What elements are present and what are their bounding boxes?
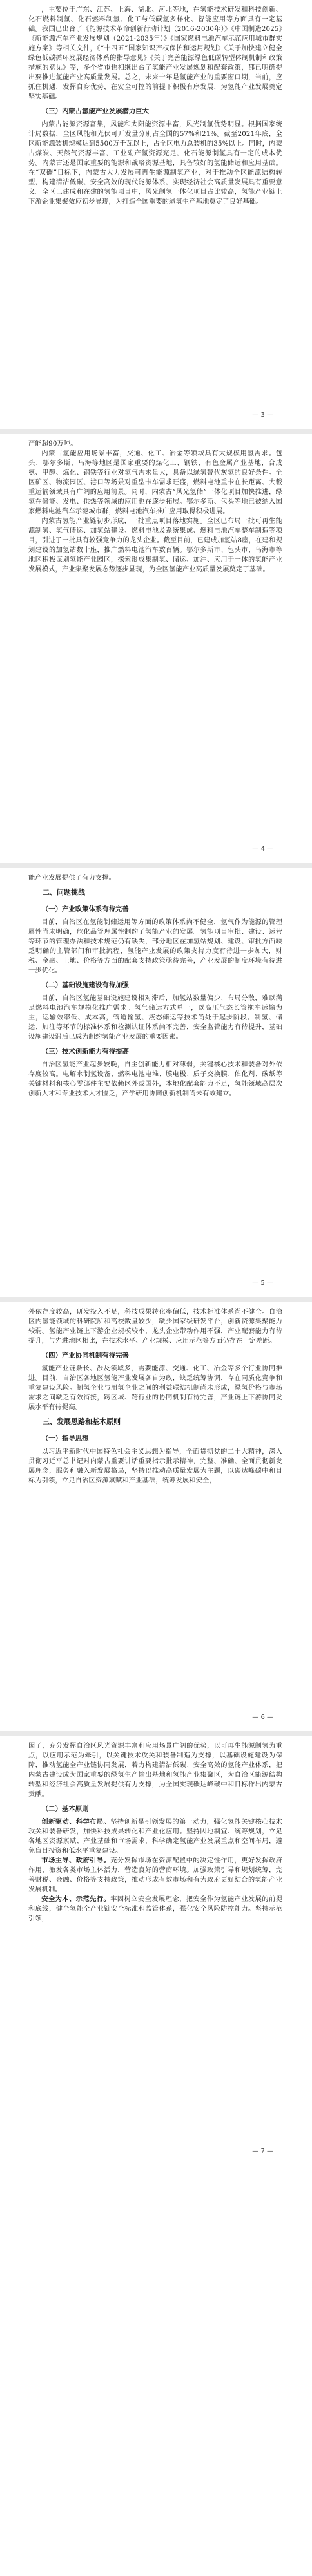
paragraph-text: 牢固树立安全发展理念，把安全作为氢能产业发展的前提和底线，健全氢能全产业链安全标准和监管体系，强化安全风险防控能力。坚持示范引领， (28, 1896, 283, 1922)
page-content (28, 873, 282, 1099)
document-page (0, 1302, 312, 1731)
paragraph: 外依存度较高，研发投入不足，科技成果转化率偏低，技术标准体系尚不健全。自治区内氢能领域的科研院所和高校数量较少，缺少国家级研发平台，创新资源集聚能力较弱。氢能产业链上下游企业规模较小，龙头企业带动作用不强，产业配套能力有待提升，与先进地区相比，在技术水平、产业规模、应用示范等方面仍存在一定差距。 (28, 1309, 282, 1345)
document-page (0, 434, 312, 863)
paragraph-text: 充分发挥市场在资源配置中的决定性作用，更好发挥政府作用，激发各类市场主体活力，营造良好的营商环境。加强政策引导和规划统筹，完善财税、金融、价格等支持政策，推动形成有效市场和有为政府更好结合的氢能产业发展机制。 (28, 1857, 283, 1893)
subsection-heading: （一）产业政策体系有待完善 (41, 905, 129, 913)
section-heading: 三、发展思路和基本原则 (43, 1417, 121, 1426)
subsection-heading: （三）内蒙古氢能产业发展潜力巨大 (41, 108, 150, 115)
document-page (0, 1736, 312, 2165)
page-number: — 6 — (252, 1714, 273, 1721)
subsection-heading: （二）基础设施建设有待加强 (41, 981, 129, 989)
paragraph: 内蒙古氢能产业链初步形成，一批重点项目落地实施。全区已布局一批可再生能源制氢、氢气储运、加氢站建设、燃料电池及系统集成、燃料电池汽车整车制造等项目，引进了一批具有较强竞争力的龙头企业。截至目前，已建成加氢站8座，在建和规划建设的加氢站数十座，推广燃料电池汽车数百辆。鄂尔多斯市、包头市、乌海市等地区积极谋划氢能产业园区，探索形成集制氢、储运、加注、应用于一体的氢能产业发展模式，产业集聚发展态势逐步显现，为全区氢能产业高质量发展奠定了基础。 (28, 518, 282, 573)
subsection-heading: （三）技术创新能力有待提高 (41, 1048, 129, 1056)
page-content (28, 1307, 282, 1486)
paragraph: 目前，自治区氢能基础设施建设相对滞后，加氢站数量偏少、布局分散，难以满足燃料电池汽车规模化推广需求。氢气储运方式单一，以高压气态长管拖车运输为主，运输效率低、成本高，管道输氢、液态储运等技术尚处于起步阶段。制氢、储运、加注等环节的标准体系和检测认证体系尚不完善，安全监管能力有待提升，基础设施建设滞后已成为制约氢能产业发展的重要因素。 (28, 995, 282, 1041)
paragraph: 氢能产业链条长、涉及领域多，需要能源、交通、化工、冶金等多个行业协同推进。目前，自治区各地区氢能产业发展各自为政，缺乏统筹协调，存在同质化竞争和重复建设风险。制氢企业与用氢企业之间的利益联结机制尚未形成，绿氢价格与市场需求之间缺乏有效衔接，跨区域、跨行业的协同机制有待完善，产业链上下游协同发展水平有待提高。 (28, 1365, 282, 1411)
paragraph-lead: 创新驱动、科学布局。 (41, 1818, 111, 1826)
paragraph: 目前，自治区在氢能制储运用等方面的政策体系尚不健全，氢气作为能源的管理属性尚未明确，危化品管理属性制约了氢能产业的发展。氢能项目审批、建设、运营等环节的管理办法和技术规范仍有缺失，部分地区在加氢站规划、建设、审批方面缺乏明确的主管部门和审批流程，氢能产业发展的政策支持力度有待进一步加大，财税、金融、土地、价格等方面的配套支持政策亟待完善，产业发展的制度环境有待进一步优化。 (28, 919, 282, 974)
page-content (28, 5, 282, 207)
subsection-heading: （二）基本原则 (41, 1805, 89, 1813)
subsection-heading: （四）产业协同机制有待完善 (41, 1352, 129, 1359)
paragraph: 自治区氢能产业起步较晚，自主创新能力相对薄弱，关键核心技术和装备对外依存度较高。电解水制氢设备、燃料电池电堆、膜电极、质子交换膜、催化剂、碳纸等关键材料和核心零部件主要依赖区外或国外，本地化配套能力不足，氢能领域高层次创新人才和专业技术人才匮乏，产学研用协同创新机制尚未有效建立。 (28, 1061, 282, 1097)
paragraph: 能产业发展提供了有力支撑。 (28, 875, 116, 882)
page-number: — 7 — (252, 2148, 273, 2155)
paragraph: 内蒙古氢能应用场景丰富，交通、化工、冶金等领域具有大规模用氢需求。包头、鄂尔多斯、乌海等地区是国家重要的煤化工、钢铁、有色金属产业基地，合成氨、甲醇、炼化、钢铁等行业对氢气需求量大，具备以绿氢替代灰氢的良好条件。全区矿区、物流园区、港口等场景对重型卡车需求旺盛，燃料电池重卡在长距离、大载重运输领域具有广阔的应用前景。同时，内蒙古“风光氢储”一体化项目加快推进，绿氢在储能、发电、供热等领域的应用也在逐步拓展。鄂尔多斯、包头等地已被纳入国家燃料电池汽车示范城市群，燃料电池汽车推广应用取得积极进展。 (28, 450, 282, 515)
page-gap (0, 1731, 312, 1736)
paragraph: ，主要位于广东、江苏、上海、湖北、河北等地，在氢能技术研发和科技创新、化石燃料制氢、化石燃料制氢、化工与低碳氢多样化、智能应用等方面具有一定基础。我国已出台了《能源技术革命创新行动计划（2016-2030年）》《中国制造2025》《新能源汽车产业发展规划（2021-2035年）》《国家燃料电池汽车示范应用城市群实施方案》等相关文件，《“十四五”国家知识产权保护和运用规划》《关于加快建立健全绿色低碳循环发展经济体系的指导意见》《关于完善能源绿色低碳转型体制机制和政策措施的意见》等，多个省市也相继出台了氢能产业发展规划和配套政策，都已明确提出要推进氢能产业高质量发展。总之，未来十年是氢能产业的重要窗口期，当前，应抓住机遇，发挥自身优势，在安全可控的前提下积极有序发展，为氢能产业发展奠定坚实基础。 (28, 6, 282, 100)
paragraph (28, 1856, 282, 1895)
section-heading: 二、问题挑战 (43, 888, 85, 896)
page-gap (0, 1297, 312, 1302)
page-number: — 5 — (252, 1280, 273, 1287)
paragraph: 以习近平新时代中国特色社会主义思想为指导，全面贯彻党的二十大精神，深入贯彻习近平总书记对内蒙古重要讲话重要指示批示精神，完整、准确、全面贯彻新发展理念，服务和融入新发展格局，坚持以推动高质量发展为主题，以碳达峰碳中和目标为引领，立足自治区资源禀赋和产业基础，统筹发展和安全， (28, 1448, 282, 1484)
paragraph: 因子，充分发挥自治区风光资源丰富和应用场景广阔的优势，以可再生能源制氢为重点，以应用示范为牵引，以关键技术攻关和装备制造为支撑，以基础设施建设为保障，推动氢能全产业链协同发展，着力构建清洁低碳、安全高效的氢能产业体系，把内蒙古建设成为国家重要的绿氢生产输出基地和氢能产业集聚区，为自治区能源结构转型和经济社会高质量发展提供有力支撑，为全国实现碳达峰碳中和目标作出内蒙古贡献。 (28, 1743, 282, 1798)
paragraph (28, 1817, 282, 1856)
paragraph-lead: 市场主导、政府引导。 (41, 1857, 111, 1864)
document-page (0, 868, 312, 1297)
page-number: — 4 — (252, 846, 273, 853)
page-number: — 3 — (252, 412, 273, 419)
paragraph (28, 1895, 282, 1924)
paragraph-lead: 安全为本、示范先行。 (41, 1895, 111, 1903)
page-content (28, 1741, 282, 1924)
paragraph: 产能超90万吨。 (28, 440, 77, 448)
paragraph-text: 坚持创新是引领发展的第一动力，强化氢能关键核心技术攻关和装备研发，加快科技成果转化和产业化应用。坚持因地制宜、统筹规划，立足各地区资源禀赋、产业基础和市场需求，科学确定氢能产业发展重点和空间布局，避免盲目投资和低水平重复建设。 (28, 1819, 283, 1855)
subsection-heading: （一）指导思想 (41, 1435, 89, 1443)
page-content (28, 439, 282, 574)
document-page (0, 0, 312, 429)
paragraph: 内蒙古能源资源富集，风能和太阳能资源丰富，风光制氢优势明显。根据国家统计局数据，全区风能和光伏可开发量分别占全国的57%和21%。截至2021年底，全区新能源装机规模达到5500万千瓦以上，占全区电力总装机的35%以上。同时，内蒙古煤炭、天然气资源丰富，工业副产氢资源充足，化石能源制氢具有一定的成本优势。内蒙古还是国家重要的能源和战略资源基地，具备较好的氢能储运和应用基础。在“双碳”目标下，内蒙古大力发展可再生能源制氢产业，对于推动全区能源结构转型，构建清洁低碳、安全高效的现代能源体系，实现经济社会高质量发展具有重要意义。全区已建成和在建的氢能项目中，风光制氢一体化项目占比较高，氢能产业链上下游企业集聚效应初步显现，为打造全国重要的绿氢生产基地奠定了良好基础。 (28, 121, 282, 205)
page-gap (0, 429, 312, 434)
page-gap (0, 863, 312, 868)
